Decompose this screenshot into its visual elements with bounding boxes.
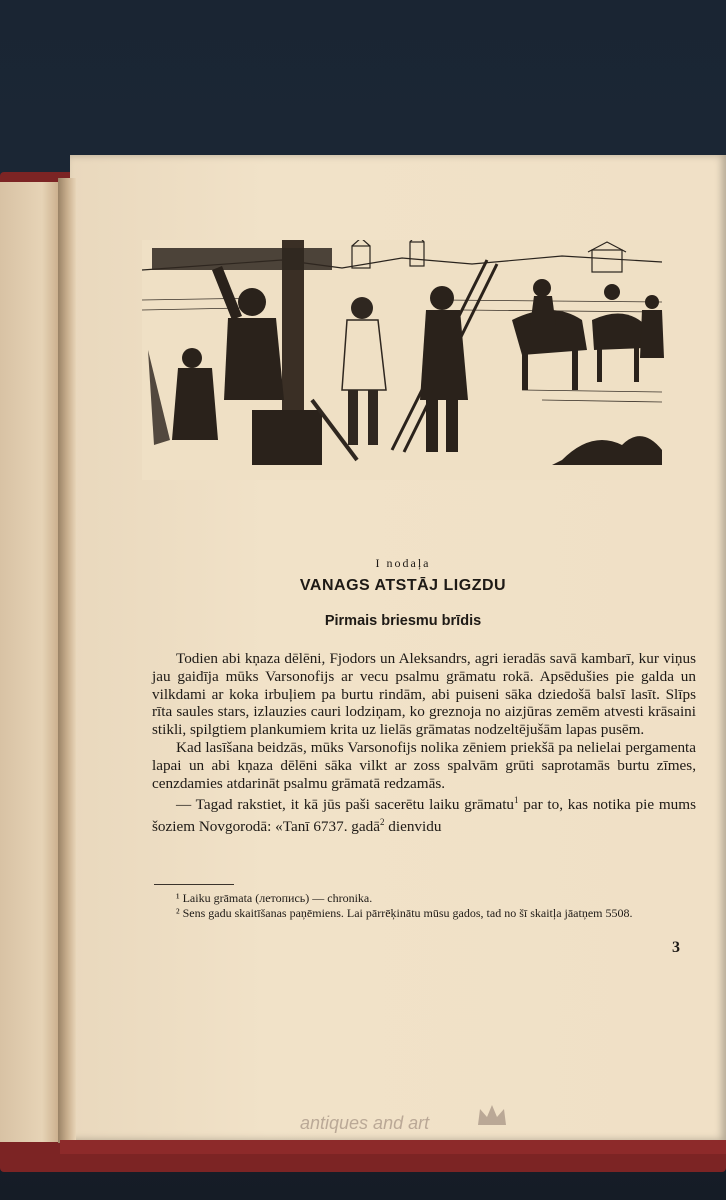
footnote-divider (154, 884, 234, 885)
footnote-ref-2: 2 (379, 817, 385, 828)
body-text (152, 650, 696, 836)
dialogue-start: — Tagad rakstiet, it kā jūs paši sacerētu laiku grāmatu (176, 796, 515, 814)
crown-icon (476, 1103, 508, 1129)
footnotes (152, 891, 696, 921)
footnote: ² Sens gadu skaitīšanas paņēmiens. Lai pārrēķinātu mūsu gados, tad no šī skaitļa jāatņem 5508. (176, 906, 633, 920)
book-gutter (58, 178, 76, 1143)
dialogue-end: dienvidu (384, 818, 442, 836)
chapter-number: I nodaļa (375, 556, 431, 570)
left-page-edge (0, 182, 60, 1142)
section-title: Pirmais briesmu brīdis (324, 613, 482, 629)
watermark-text: antiques and art (300, 1113, 430, 1133)
footnote: ¹ Laiku grāmata (летопись) — chronika. (176, 891, 373, 905)
chapter-title: VANAGS ATSTĀJ LIGZDU (299, 577, 507, 594)
dialogue-paragraph (152, 792, 696, 836)
chapter-illustration (142, 240, 670, 480)
paragraph: Kad lasīšana beidzās, mūks Varsonofijs nolika zēniem priekšā pa nelielai pergamenta lapai un abi kņaza dēlēni sāka vilkt ar zoss spalvām grūti saprotamās burtu zīmes, cenzdamies atdarināt psalmu grāmatā redzamās. (152, 738, 696, 792)
dialogue-mid: par to, kas notika pie mums šoziem Novgorodā: «Tanī 6737. gadā (152, 796, 696, 836)
footnote-ref-1: 1 (514, 795, 519, 806)
book-bottom-edge (60, 1140, 726, 1154)
paragraph: Todien abi kņaza dēlēni, Fjodors un Aleksandrs, agri ieradās savā kambarī, kur viņus jau gaidīja mūks Varsonofijs ar vecu psalmu grāmatu rokā. Apsēdušies pie galda un vilkdami ar koka irbuļiem pa burtu rindām, abi puiseni sāka dziedošā balsī lasīt. Slīps rīta saules stars, izlauzies cauri lodziņam, ko greznoja no aizjūras zemēm atvesti krāsaini stikli, spilgtiem plankumiem krita uz lielās grāmatas nodzeltējušām lapas pusēm. (152, 650, 696, 739)
page-number: 3 (672, 939, 680, 956)
